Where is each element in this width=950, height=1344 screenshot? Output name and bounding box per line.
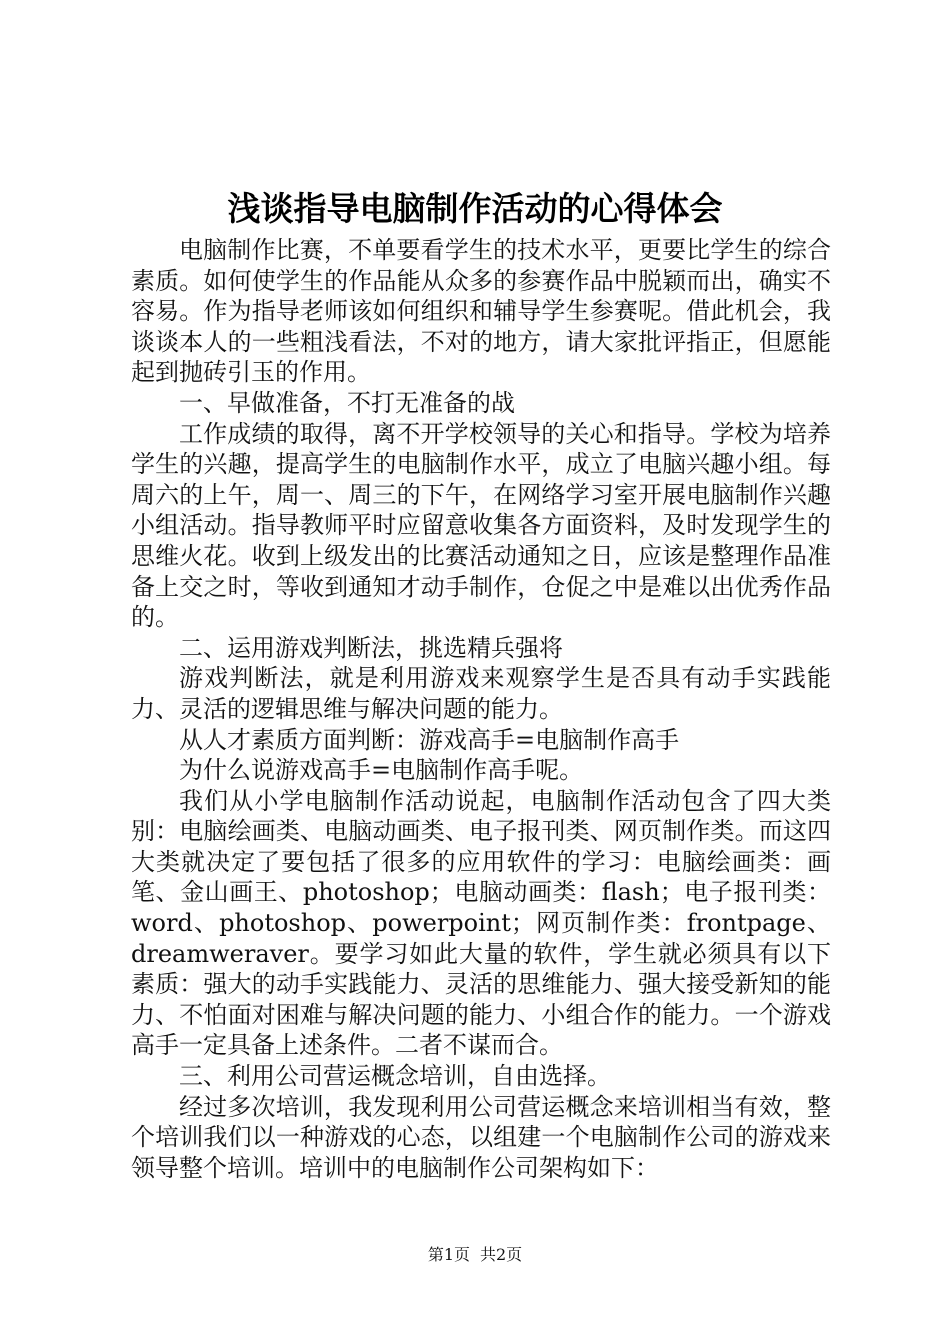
paragraph: 我们从小学电脑制作活动说起，电脑制作活动包含了四大类别：电脑绘画类、电脑动画类、电子报刊类、网页制作类。而这四大类就决定了要包括了很多的应用软件的学习：电脑绘画类：画笔、金山画王、photoshop；电脑动画类：flash；电子报刊类：word、photoshop、powerpoint；网页制作类：frontpage、dreamweraver。要学习如此大量的软件，学生就必须具有以下素质：强大的动手实践能力、灵活的思维能力、强大接受新知的能力、不怕面对困难与解决问题的能力、小组合作的能力。一个游戏高手一定具备上述条件。二者不谋而合。 [131,786,831,1060]
paragraph: 游戏判断法，就是利用游戏来观察学生是否具有动手实践能力、灵活的逻辑思维与解决问题的能力。 [131,664,831,723]
document-body [131,235,831,1183]
paragraph: 为什么说游戏高手=电脑制作高手呢。 [179,756,584,785]
paragraph: 从人才素质方面判断：游戏高手=电脑制作高手 [179,725,680,754]
section-heading: 三、利用公司营运概念培训，自由选择。 [179,1062,611,1091]
page-footer [0,1244,950,1266]
paragraph: 经过多次培训，我发现利用公司营运概念来培训相当有效，整个培训我们以一种游戏的心态，以组建一个电脑制作公司的游戏来领导整个培训。培训中的电脑制作公司架构如下： [131,1092,831,1182]
paragraph: 工作成绩的取得，离不开学校领导的关心和指导。学校为培养学生的兴趣，提高学生的电脑制作水平，成立了电脑兴趣小组。每周六的上午，周一、周三的下午，在网络学习室开展电脑制作兴趣小组活动。指导教师平时应留意收集各方面资料，及时发现学生的思维火花。收到上级发出的比赛活动通知之日，应该是整理作品准备上交之时，等收到通知才动手制作，仓促之中是难以出优秀作品的。 [131,419,831,632]
document-title: 浅谈指导电脑制作活动的心得体会 [227,189,723,228]
page-number-current: 第1页 [427,1245,470,1264]
paragraph: 电脑制作比赛，不单要看学生的技术水平，更要比学生的综合素质。如何使学生的作品能从众多的参赛作品中脱颖而出，确实不容易。作为指导老师该如何组织和辅导学生参赛呢。借此机会，我谈谈本人的一些粗浅看法，不对的地方，请大家批评指正，但愿能起到抛砖引玉的作用。 [131,236,831,387]
section-heading: 二、运用游戏判断法，挑选精兵强将 [179,633,563,662]
section-heading: 一、早做准备，不打无准备的战 [179,388,515,417]
page-number-total: 共2页 [480,1245,523,1264]
